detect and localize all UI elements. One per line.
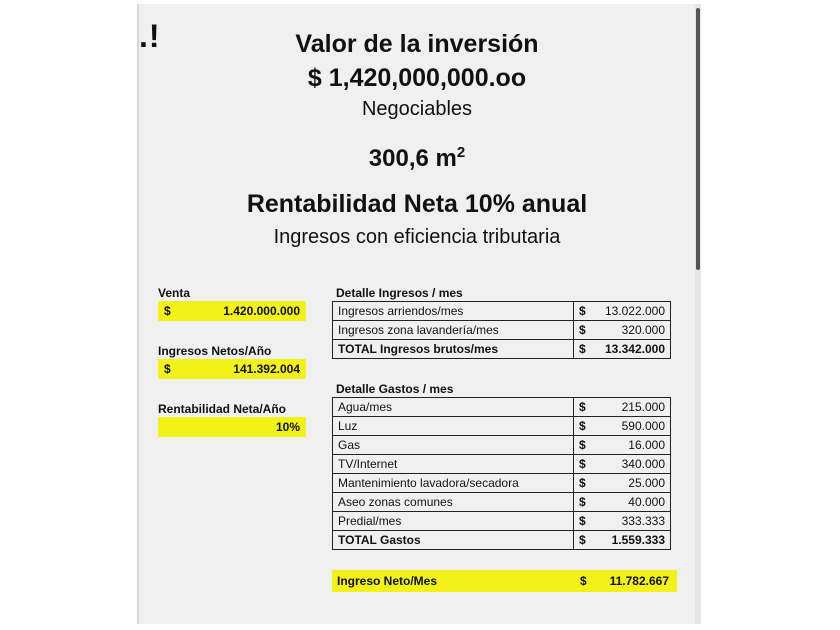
venta-value: 1.420.000.000 [223, 304, 300, 318]
row-value: 25.000 [628, 476, 665, 490]
row-amount [574, 512, 671, 531]
rentability-heading: Rentabilidad Neta 10% anual [246, 190, 588, 218]
row-label: TV/Internet [333, 455, 574, 474]
total-row [333, 340, 671, 359]
row-value: 215.000 [621, 400, 665, 414]
currency-sign: $ [579, 419, 586, 433]
area-value [139, 144, 695, 173]
total-amount [574, 531, 671, 550]
row-value: 16.000 [628, 438, 665, 452]
row-label: Agua/mes [333, 398, 574, 417]
row-value: 333.333 [621, 514, 665, 528]
row-label: Ingresos zona lavandería/mes [333, 321, 574, 340]
row-amount [574, 302, 671, 321]
currency-sign: $ [579, 533, 586, 547]
row-value: 320.000 [621, 323, 665, 337]
row-amount [574, 436, 671, 455]
currency-sign: $ [579, 304, 586, 318]
currency-sign: $ [579, 342, 586, 356]
table-row [333, 417, 671, 436]
rentabilidad-box [158, 417, 306, 437]
currency-sign: $ [579, 514, 586, 528]
total-value: 13.342.000 [604, 342, 665, 356]
venta-box [158, 301, 306, 321]
row-label: Gas [333, 436, 574, 455]
total-amount [574, 340, 671, 359]
investment-title: Valor de la inversión [295, 30, 539, 58]
table-row [333, 512, 671, 531]
row-value: 340.000 [621, 457, 665, 471]
row-value: 40.000 [628, 495, 665, 509]
total-row [333, 531, 671, 550]
currency-sign: $ [579, 438, 586, 452]
area-text: 300,6 m [368, 145, 457, 172]
ingresos-table [332, 301, 671, 359]
negotiable-note: Negociables [361, 98, 473, 120]
currency-sign: $ [579, 457, 586, 471]
currency-sign: $ [579, 400, 586, 414]
ingreso-neto-value: 11.782.667 [609, 574, 669, 588]
scrollbar-thumb[interactable] [696, 8, 700, 270]
currency-sign: $ [579, 495, 586, 509]
rentabilidad-value: 10% [275, 420, 300, 434]
total-label: TOTAL Gastos [333, 531, 574, 550]
gastos-detail-title: Detalle Gastos / mes [336, 382, 454, 396]
row-label: Mantenimiento lavadora/secadora [333, 474, 574, 493]
row-amount [574, 493, 671, 512]
ingresos-detail-title: Detalle Ingresos / mes [336, 286, 463, 300]
row-value: 13.022.000 [604, 304, 665, 318]
ingreso-neto-row [332, 570, 677, 592]
row-amount [574, 474, 671, 493]
corner-mark: .! [139, 18, 161, 54]
table-row [333, 302, 671, 321]
row-value: 590.000 [621, 419, 665, 433]
table-row [333, 493, 671, 512]
table-row [333, 398, 671, 417]
ingresos-netos-value: 141.392.004 [233, 362, 300, 376]
row-amount [574, 455, 671, 474]
area-superscript: 2 [456, 144, 466, 161]
table-row [333, 474, 671, 493]
ingreso-neto-currency: $ [580, 574, 587, 588]
currency-sign: $ [579, 476, 586, 490]
row-label: Aseo zonas comunes [333, 493, 574, 512]
investment-price: $ 1,420,000,000.oo [307, 64, 527, 92]
table-row [333, 436, 671, 455]
ingreso-neto-label: Ingreso Neto/Mes [337, 574, 438, 588]
rentabilidad-label: Rentabilidad Neta/Año [158, 402, 287, 416]
venta-label: Venta [158, 286, 191, 300]
table-row [333, 455, 671, 474]
total-value: 1.559.333 [611, 533, 665, 547]
ingresos-netos-label: Ingresos Netos/Año [158, 344, 272, 358]
row-label: Predial/mes [333, 512, 574, 531]
row-amount [574, 417, 671, 436]
ingresos-netos-box [158, 359, 306, 379]
row-label: Luz [333, 417, 574, 436]
total-label: TOTAL Ingresos brutos/mes [333, 340, 574, 359]
currency-sign: $ [579, 323, 586, 337]
row-amount [574, 398, 671, 417]
row-label: Ingresos arriendos/mes [333, 302, 574, 321]
gastos-table [332, 397, 671, 550]
table-row [333, 321, 671, 340]
row-amount [574, 321, 671, 340]
ingresos-netos-currency: $ [164, 362, 171, 376]
tax-efficiency-note: Ingresos con eficiencia tributaria [273, 226, 561, 248]
venta-currency: $ [164, 304, 171, 318]
